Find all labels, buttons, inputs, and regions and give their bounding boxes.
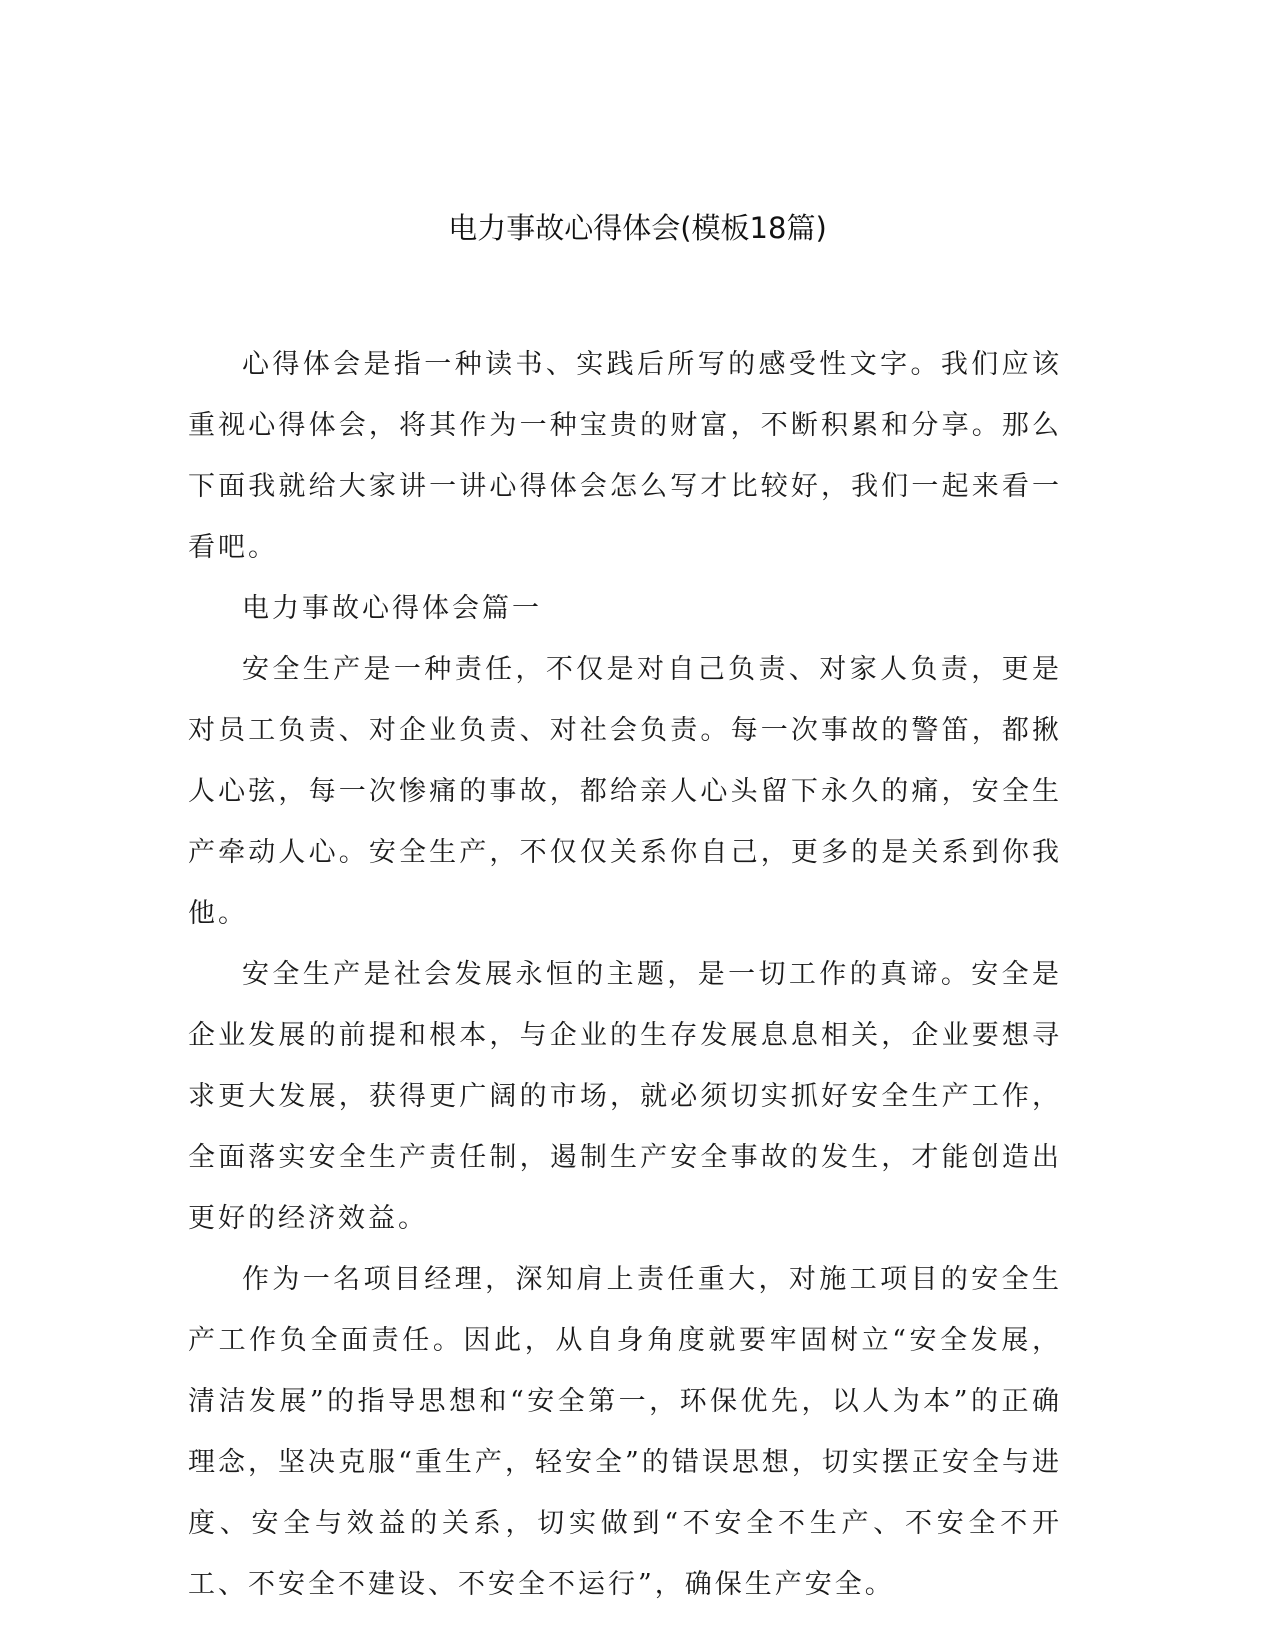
body-paragraph: 安全生产是社会发展永恒的主题，是一切工作的真谛。安全是企业发展的前提和根本，与企业的生存发展息息相关，企业要想寻求更大发展，获得更广阔的市场，就必须切实抓好安全生产工作，全面落实安全生产责任制，遏制生产安全事故的发生，才能创造出更好的经济效益。 xyxy=(188,959,1062,1234)
document-body xyxy=(188,334,1062,1615)
intro-paragraph: 心得体会是指一种读书、实践后所写的感受性文字。我们应该重视心得体会，将其作为一种宝贵的财富，不断积累和分享。那么下面我就给大家讲一讲心得体会怎么写才比较好，我们一起来看一看吧。 xyxy=(188,349,1062,563)
section-heading: 电力事故心得体会篇一 xyxy=(242,593,542,624)
body-paragraph: 安全生产是一种责任，不仅是对自己负责、对家人负责，更是对员工负责、对企业负责、对社会负责。每一次事故的警笛，都揪人心弦，每一次惨痛的事故，都给亲人心头留下永久的痛，安全生产牵动人心。安全生产，不仅仅关系你自己，更多的是关系到你我他。 xyxy=(188,654,1062,929)
body-paragraph: 作为一名项目经理，深知肩上责任重大，对施工项目的安全生产工作负全面责任。因此，从自身角度就要牢固树立“安全发展，清洁发展”的指导思想和“安全第一，环保优先，以人为本”的正确理念，坚决克服“重生产，轻安全”的错误思想，切实摆正安全与进度、安全与效益的关系，切实做到“不安全不生产、不安全不开工、不安全不建设、不安全不运行”，确保生产安全。 xyxy=(188,1264,1062,1600)
document-title: 电力事故心得体会(模板18篇) xyxy=(448,211,827,245)
